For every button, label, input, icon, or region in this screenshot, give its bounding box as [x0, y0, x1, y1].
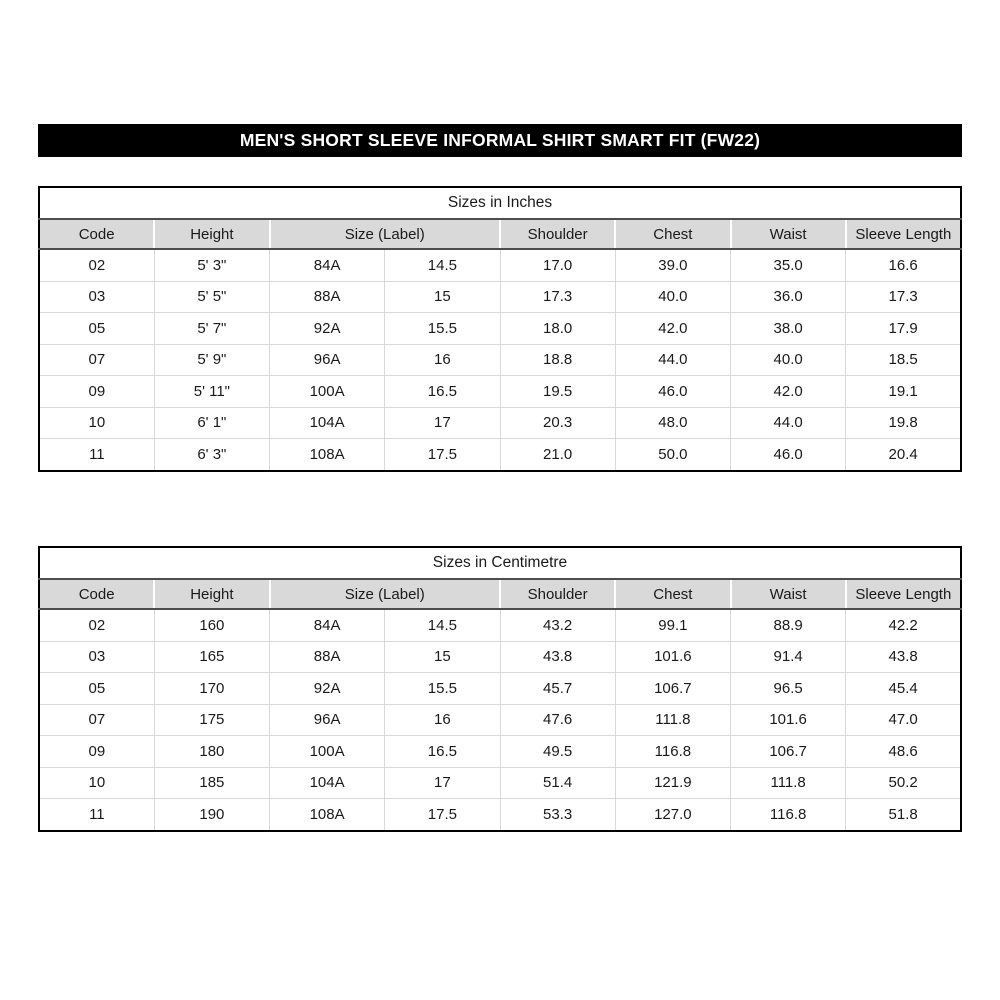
- column-header-shoulder: Shoulder: [500, 579, 615, 609]
- table-cell: 88A: [270, 281, 385, 313]
- table-cell: 05: [39, 313, 154, 345]
- table-cell: 5' 5": [154, 281, 269, 313]
- table-cell: 46.0: [731, 439, 846, 471]
- table-row: [39, 376, 961, 408]
- column-header-height: Height: [154, 579, 269, 609]
- table-caption: Sizes in Inches: [39, 187, 961, 219]
- table-cell: 02: [39, 249, 154, 281]
- table-caption: Sizes in Centimetre: [39, 547, 961, 579]
- page-title: MEN'S SHORT SLEEVE INFORMAL SHIRT SMART FIT (FW22): [38, 124, 962, 157]
- table-cell: 106.7: [615, 673, 730, 705]
- table-cell: 16: [385, 704, 500, 736]
- table-cell: 50.0: [615, 439, 730, 471]
- cm-table: [38, 546, 962, 832]
- table-cell: 42.0: [615, 313, 730, 345]
- table-cell: 16.5: [385, 376, 500, 408]
- table-cell: 17.5: [385, 439, 500, 471]
- table-cell: 49.5: [500, 736, 615, 768]
- column-header-code: Code: [39, 579, 154, 609]
- table-cell: 19.8: [846, 407, 961, 439]
- table-row: [39, 673, 961, 705]
- table-cell: 88.9: [731, 609, 846, 641]
- table-cell: 43.8: [500, 641, 615, 673]
- table-cell: 6' 3": [154, 439, 269, 471]
- table-cell: 185: [154, 767, 269, 799]
- table-cell: 17: [385, 407, 500, 439]
- table-cell: 16.6: [846, 249, 961, 281]
- table-cell: 116.8: [615, 736, 730, 768]
- column-header-sleeve-length: Sleeve Length: [846, 579, 961, 609]
- table-cell: 40.0: [615, 281, 730, 313]
- table-cell: 51.8: [846, 799, 961, 831]
- table-cell: 175: [154, 704, 269, 736]
- table-row: [39, 641, 961, 673]
- column-header-size-label: Size (Label): [270, 219, 501, 249]
- table-cell: 127.0: [615, 799, 730, 831]
- table-cell: 44.0: [731, 407, 846, 439]
- column-header-waist: Waist: [731, 219, 846, 249]
- table-row: [39, 407, 961, 439]
- table-cell: 17.9: [846, 313, 961, 345]
- table-cell: 116.8: [731, 799, 846, 831]
- table-cell: 38.0: [731, 313, 846, 345]
- column-header-height: Height: [154, 219, 269, 249]
- table-cell: 42.0: [731, 376, 846, 408]
- table-cell: 10: [39, 407, 154, 439]
- table-cell: 91.4: [731, 641, 846, 673]
- cm-table-section: [38, 546, 962, 832]
- table-cell: 96A: [270, 704, 385, 736]
- table-cell: 35.0: [731, 249, 846, 281]
- table-cell: 03: [39, 281, 154, 313]
- table-cell: 44.0: [615, 344, 730, 376]
- table-cell: 17.0: [500, 249, 615, 281]
- table-cell: 108A: [270, 439, 385, 471]
- table-cell: 96.5: [731, 673, 846, 705]
- table-row: [39, 249, 961, 281]
- table-cell: 17.5: [385, 799, 500, 831]
- column-header-chest: Chest: [615, 219, 730, 249]
- table-cell: 40.0: [731, 344, 846, 376]
- table-cell: 18.8: [500, 344, 615, 376]
- table-cell: 05: [39, 673, 154, 705]
- table-cell: 07: [39, 344, 154, 376]
- table-cell: 92A: [270, 673, 385, 705]
- table-row: [39, 313, 961, 345]
- table-cell: 21.0: [500, 439, 615, 471]
- table-cell: 42.2: [846, 609, 961, 641]
- table-cell: 50.2: [846, 767, 961, 799]
- table-cell: 5' 9": [154, 344, 269, 376]
- column-header-code: Code: [39, 219, 154, 249]
- table-cell: 108A: [270, 799, 385, 831]
- table-cell: 15.5: [385, 673, 500, 705]
- table-cell: 88A: [270, 641, 385, 673]
- table-cell: 43.2: [500, 609, 615, 641]
- table-cell: 15.5: [385, 313, 500, 345]
- table-cell: 104A: [270, 407, 385, 439]
- table-cell: 15: [385, 641, 500, 673]
- table-row: [39, 704, 961, 736]
- table-caption-row: [39, 187, 961, 219]
- table-cell: 45.4: [846, 673, 961, 705]
- table-cell: 39.0: [615, 249, 730, 281]
- table-cell: 53.3: [500, 799, 615, 831]
- table-cell: 96A: [270, 344, 385, 376]
- table-cell: 5' 7": [154, 313, 269, 345]
- table-cell: 14.5: [385, 249, 500, 281]
- table-cell: 19.1: [846, 376, 961, 408]
- table-cell: 47.0: [846, 704, 961, 736]
- table-cell: 101.6: [731, 704, 846, 736]
- column-header-waist: Waist: [731, 579, 846, 609]
- table-cell: 20.3: [500, 407, 615, 439]
- table-cell: 17.3: [500, 281, 615, 313]
- table-cell: 111.8: [615, 704, 730, 736]
- table-cell: 190: [154, 799, 269, 831]
- table-cell: 36.0: [731, 281, 846, 313]
- table-header-row: [39, 219, 961, 249]
- table-cell: 6' 1": [154, 407, 269, 439]
- table-cell: 104A: [270, 767, 385, 799]
- table-cell: 5' 3": [154, 249, 269, 281]
- table-cell: 101.6: [615, 641, 730, 673]
- inches-table-section: [38, 186, 962, 472]
- table-row: [39, 736, 961, 768]
- table-row: [39, 439, 961, 471]
- table-cell: 48.0: [615, 407, 730, 439]
- column-header-size-label: Size (Label): [270, 579, 501, 609]
- table-cell: 43.8: [846, 641, 961, 673]
- table-cell: 02: [39, 609, 154, 641]
- table-cell: 19.5: [500, 376, 615, 408]
- table-cell: 11: [39, 799, 154, 831]
- table-cell: 11: [39, 439, 154, 471]
- table-cell: 99.1: [615, 609, 730, 641]
- table-cell: 16: [385, 344, 500, 376]
- table-cell: 45.7: [500, 673, 615, 705]
- table-row: [39, 344, 961, 376]
- table-cell: 100A: [270, 376, 385, 408]
- table-cell: 165: [154, 641, 269, 673]
- table-caption-row: [39, 547, 961, 579]
- table-cell: 51.4: [500, 767, 615, 799]
- column-header-shoulder: Shoulder: [500, 219, 615, 249]
- table-cell: 5' 11": [154, 376, 269, 408]
- column-header-sleeve-length: Sleeve Length: [846, 219, 961, 249]
- table-cell: 07: [39, 704, 154, 736]
- table-cell: 46.0: [615, 376, 730, 408]
- table-cell: 47.6: [500, 704, 615, 736]
- table-cell: 03: [39, 641, 154, 673]
- table-cell: 10: [39, 767, 154, 799]
- table-cell: 100A: [270, 736, 385, 768]
- table-cell: 121.9: [615, 767, 730, 799]
- table-cell: 14.5: [385, 609, 500, 641]
- table-cell: 111.8: [731, 767, 846, 799]
- table-row: [39, 767, 961, 799]
- table-row: [39, 281, 961, 313]
- table-cell: 17.3: [846, 281, 961, 313]
- table-cell: 170: [154, 673, 269, 705]
- table-cell: 17: [385, 767, 500, 799]
- table-cell: 20.4: [846, 439, 961, 471]
- table-cell: 16.5: [385, 736, 500, 768]
- column-header-chest: Chest: [615, 579, 730, 609]
- table-cell: 18.0: [500, 313, 615, 345]
- table-cell: 15: [385, 281, 500, 313]
- table-cell: 180: [154, 736, 269, 768]
- table-cell: 84A: [270, 249, 385, 281]
- table-body: [39, 609, 961, 831]
- table-body: [39, 249, 961, 471]
- table-header-row: [39, 579, 961, 609]
- table-cell: 106.7: [731, 736, 846, 768]
- inches-table: [38, 186, 962, 472]
- table-cell: 48.6: [846, 736, 961, 768]
- table-cell: 84A: [270, 609, 385, 641]
- table-row: [39, 799, 961, 831]
- table-cell: 160: [154, 609, 269, 641]
- table-row: [39, 609, 961, 641]
- table-cell: 09: [39, 376, 154, 408]
- table-cell: 09: [39, 736, 154, 768]
- table-cell: 92A: [270, 313, 385, 345]
- table-cell: 18.5: [846, 344, 961, 376]
